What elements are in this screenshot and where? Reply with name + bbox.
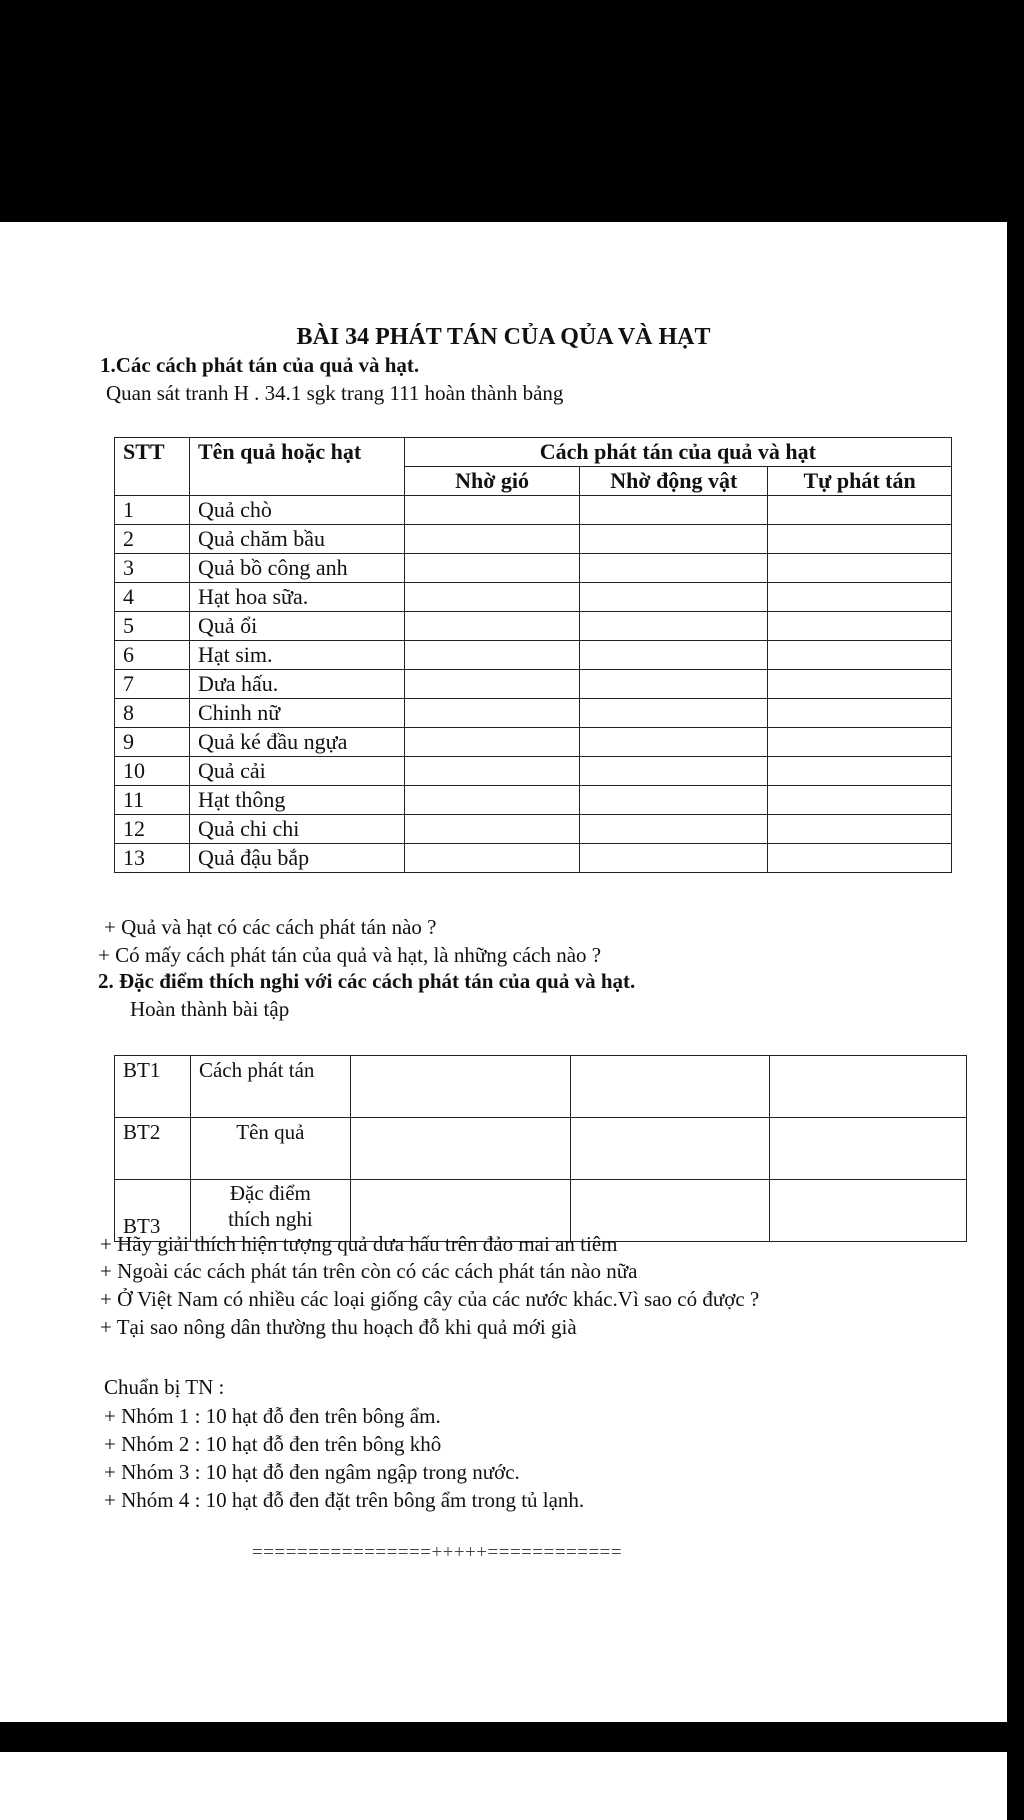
table-row <box>115 641 952 670</box>
answer-cell[interactable] <box>404 815 580 844</box>
question-line: + Ở Việt Nam có nhiều các loại giống cây của các nước khác.Vì sao có được ? <box>100 1287 760 1311</box>
answer-cell[interactable] <box>580 554 768 583</box>
answer-cell[interactable] <box>768 612 952 641</box>
row-stt: 3 <box>115 554 190 583</box>
row-stt: 4 <box>115 583 190 612</box>
question-line: + Quả và hạt có các cách phát tán nào ? <box>104 915 437 939</box>
answer-cell[interactable] <box>404 554 580 583</box>
row-stt: 12 <box>115 815 190 844</box>
answer-cell[interactable] <box>570 1118 770 1180</box>
row-name: Hạt sim. <box>189 641 404 670</box>
answer-cell[interactable] <box>770 1056 967 1118</box>
question-line: + Có mấy cách phát tán của quả và hạt, là những cách nào ? <box>98 943 602 967</box>
header-self: Tự phát tán <box>768 467 952 496</box>
answer-cell[interactable] <box>404 641 580 670</box>
prep-item: + Nhóm 3 : 10 hạt đỗ đen ngâm ngập trong nước. <box>104 1460 520 1484</box>
row-stt: 8 <box>115 699 190 728</box>
answer-cell[interactable] <box>768 728 952 757</box>
question-line: + Ngoài các cách phát tán trên còn có các cách phát tán nào nữa <box>100 1259 638 1283</box>
row-name: Quả chò <box>189 496 404 525</box>
answer-cell[interactable] <box>580 525 768 554</box>
answer-cell[interactable] <box>768 757 952 786</box>
answer-cell[interactable] <box>404 699 580 728</box>
answer-cell[interactable] <box>768 699 952 728</box>
divider-line: ================+++++============ <box>252 1542 623 1563</box>
row-stt: 5 <box>115 612 190 641</box>
answer-cell[interactable] <box>580 786 768 815</box>
table-row <box>115 496 952 525</box>
section1-heading: 1.Các cách phát tán của quả và hạt. <box>100 353 420 377</box>
prep-item: + Nhóm 2 : 10 hạt đỗ đen trên bông khô <box>104 1432 442 1456</box>
answer-cell[interactable] <box>580 815 768 844</box>
row-name: Hạt hoa sữa. <box>189 583 404 612</box>
answer-cell[interactable] <box>768 670 952 699</box>
question-line: + Tại sao nông dân thường thu hoạch đỗ khi quả mới già <box>100 1315 577 1339</box>
exercise-label-line: thích nghi <box>228 1207 313 1231</box>
dispersal-table <box>114 437 952 873</box>
row-name: Chinh nữ <box>189 699 404 728</box>
answer-cell[interactable] <box>404 612 580 641</box>
section1-instruction: Quan sát tranh H . 34.1 sgk trang 111 hoàn thành bảng <box>106 381 564 405</box>
row-stt: 2 <box>115 525 190 554</box>
row-name: Quả ổi <box>189 612 404 641</box>
row-stt: 6 <box>115 641 190 670</box>
table-row <box>115 786 952 815</box>
answer-cell[interactable] <box>350 1056 570 1118</box>
exercise-label: Cách phát tán <box>190 1056 350 1118</box>
exercise-label-line: Đặc điểm <box>229 1181 311 1205</box>
answer-cell[interactable] <box>768 815 952 844</box>
answer-cell[interactable] <box>768 786 952 815</box>
row-stt: 7 <box>115 670 190 699</box>
exercise-label: Tên quả <box>190 1118 350 1180</box>
row-name: Quả chi chi <box>189 815 404 844</box>
answer-cell[interactable] <box>770 1118 967 1180</box>
row-stt: 9 <box>115 728 190 757</box>
answer-cell[interactable] <box>580 612 768 641</box>
exercise-id: BT1 <box>115 1056 191 1118</box>
document-page <box>0 222 1007 1722</box>
answer-cell[interactable] <box>404 728 580 757</box>
prep-heading: Chuẩn bị TN : <box>104 1375 225 1399</box>
table-row <box>115 844 952 873</box>
header-stt: STT <box>115 438 190 496</box>
answer-cell[interactable] <box>404 525 580 554</box>
row-name: Quả chăm bầu <box>189 525 404 554</box>
answer-cell[interactable] <box>570 1056 770 1118</box>
row-stt: 13 <box>115 844 190 873</box>
row-name: Quả bồ công anh <box>189 554 404 583</box>
row-name: Quả ké đầu ngựa <box>189 728 404 757</box>
answer-cell[interactable] <box>580 728 768 757</box>
table-row <box>115 670 952 699</box>
answer-cell[interactable] <box>768 583 952 612</box>
section2-instruction: Hoàn thành bài tập <box>130 997 290 1021</box>
header-animal: Nhờ động vật <box>580 467 768 496</box>
header-dispersal-group: Cách phát tán của quả và hạt <box>404 438 951 467</box>
table-row <box>115 757 952 786</box>
answer-cell[interactable] <box>580 670 768 699</box>
question-line: + Hãy giải thích hiện tượng quả dưa hấu trên đảo mai an tiêm <box>100 1232 618 1256</box>
answer-cell[interactable] <box>768 554 952 583</box>
answer-cell[interactable] <box>768 496 952 525</box>
table-row <box>115 554 952 583</box>
answer-cell[interactable] <box>770 1180 967 1242</box>
row-name: Hạt thông <box>189 786 404 815</box>
answer-cell[interactable] <box>768 641 952 670</box>
answer-cell[interactable] <box>580 496 768 525</box>
header-wind: Nhờ gió <box>404 467 580 496</box>
dispersal-table-body <box>115 496 952 873</box>
answer-cell[interactable] <box>580 757 768 786</box>
section2-heading: 2. Đặc điểm thích nghi với các cách phát tán của quả và hạt. <box>98 969 636 993</box>
answer-cell[interactable] <box>404 583 580 612</box>
row-stt: 1 <box>115 496 190 525</box>
prep-item: + Nhóm 1 : 10 hạt đỗ đen trên bông ẩm. <box>104 1404 441 1428</box>
answer-cell[interactable] <box>350 1118 570 1180</box>
table-row <box>115 699 952 728</box>
row-name: Quả cải <box>189 757 404 786</box>
answer-cell[interactable] <box>404 670 580 699</box>
table-row <box>115 583 952 612</box>
answer-cell[interactable] <box>404 844 580 873</box>
table-row <box>115 525 952 554</box>
row-stt: 11 <box>115 786 190 815</box>
row-stt: 10 <box>115 757 190 786</box>
answer-cell[interactable] <box>580 844 768 873</box>
table-row <box>115 815 952 844</box>
answer-cell[interactable] <box>404 786 580 815</box>
answer-cell[interactable] <box>580 641 768 670</box>
prep-item: + Nhóm 4 : 10 hạt đỗ đen đặt trên bông ẩm trong tủ lạnh. <box>104 1488 585 1512</box>
exercise-table <box>114 1055 967 1242</box>
table-row <box>115 1056 967 1118</box>
bottom-page-strip <box>0 1752 1007 1820</box>
row-name: Quả đậu bắp <box>189 844 404 873</box>
answer-cell[interactable] <box>768 525 952 554</box>
exercise-id: BT2 <box>115 1118 191 1180</box>
lesson-title: BÀI 34 PHÁT TÁN CỦA QỦA VÀ HẠT <box>296 324 711 350</box>
answer-cell[interactable] <box>404 496 580 525</box>
answer-cell[interactable] <box>580 699 768 728</box>
table-row <box>115 1118 967 1180</box>
exercise-id: BT3 <box>115 1180 191 1242</box>
answer-cell[interactable] <box>580 583 768 612</box>
answer-cell[interactable] <box>404 757 580 786</box>
table-row <box>115 728 952 757</box>
answer-cell[interactable] <box>768 844 952 873</box>
table-row <box>115 612 952 641</box>
row-name: Dưa hấu. <box>189 670 404 699</box>
header-name: Tên quả hoặc hạt <box>189 438 404 496</box>
